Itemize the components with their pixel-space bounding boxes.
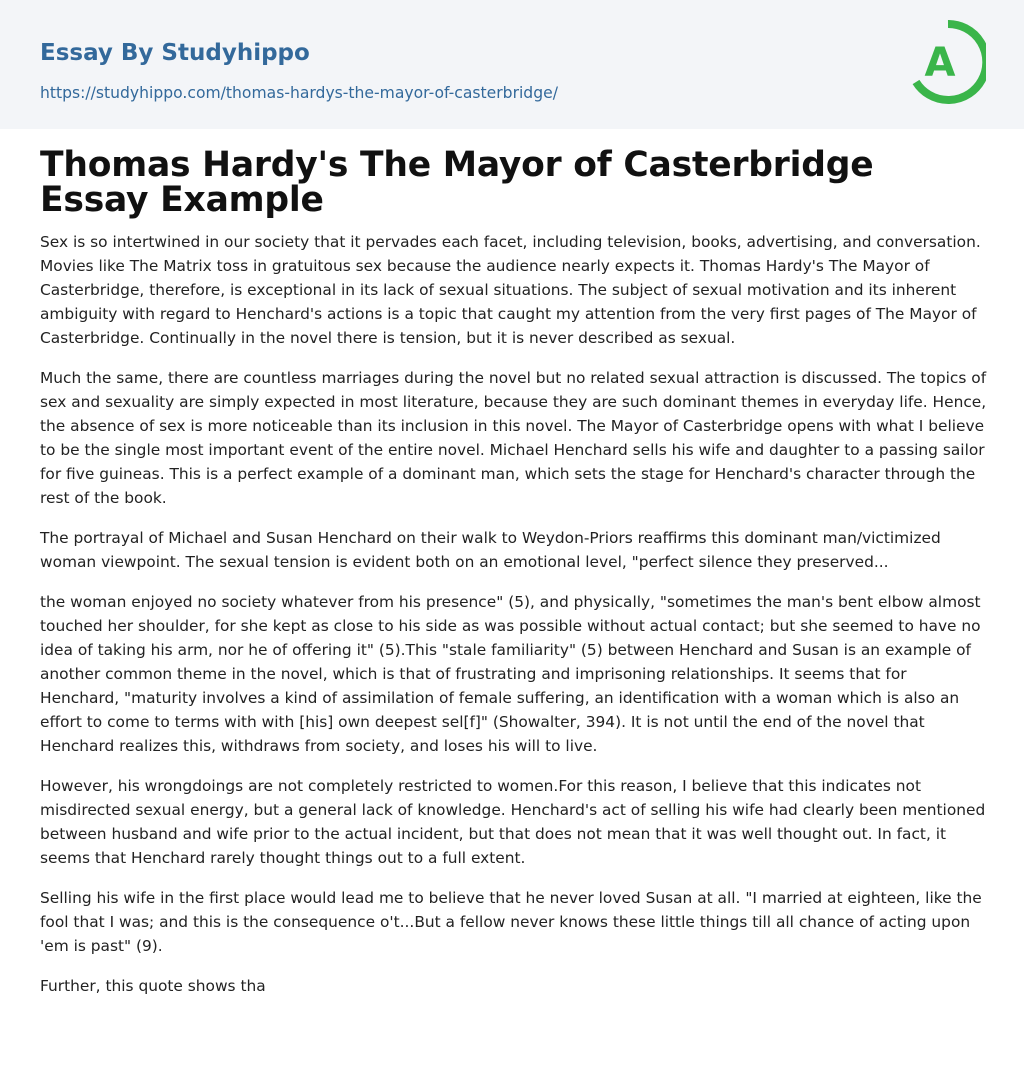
paragraph: Sex is so intertwined in our society that it pervades each facet, including television, books, advertising, and conversation. Movies like The Matrix toss in gratuitous sex because the audience nearly expects it. Thomas Hardy's The Mayor of Casterbridge, therefore, is exceptional in its lack of sexual situations. The subject of sexual motivation and its inherent ambiguity with regard to Henchard's actions is a topic that caught my attention from the very first pages of The Mayor of Casterbridge. Continually in the novel there is tension, but it is never described as sexual. xyxy=(40,233,981,347)
site-brand[interactable]: Essay By Studyhippo xyxy=(40,40,310,66)
essay-url-link[interactable]: https://studyhippo.com/thomas-hardys-the-mayor-of-casterbridge/ xyxy=(40,84,558,102)
paragraph: The portrayal of Michael and Susan Henchard on their walk to Weydon-Priors reaffirms this dominant man/victimized woman viewpoint. The sexual tension is evident both on an emotional level, "perfect silence they preserved... xyxy=(40,529,941,571)
logo-letter: A xyxy=(924,40,956,86)
paragraph: However, his wrongdoings are not completely restricted to women.For this reason, I believe that this indicates not misdirected sexual energy, but a general lack of knowledge. Henchard's act of selling his wife had clearly been mentioned between husband and wife prior to the actual incident, but that does not mean that it was well thought out. In fact, it seems that Henchard rarely thought things out to a full extent. xyxy=(40,777,986,867)
site-header xyxy=(0,0,1024,129)
article xyxy=(40,145,988,1014)
paragraph: Much the same, there are countless marriages during the novel but no related sexual attraction is discussed. The topics of sex and sexuality are simply expected in most literature, because they are such dominant themes in everyday life. Hence, the absence of sex is more noticeable than its inclusion in this novel. The Mayor of Casterbridge opens with what I believe to be the single most important event of the entire novel. Michael Henchard sells his wife and daughter to a passing sailor for five guineas. This is a perfect example of a dominant man, which sets the stage for Henchard's character through the rest of the book. xyxy=(40,369,987,507)
studyhippo-logo-icon[interactable] xyxy=(912,20,986,104)
paragraph: the woman enjoyed no society whatever from his presence" (5), and physically, "sometimes the man's bent elbow almost touched her shoulder, for she kept as close to his side as was possible without actual contact; but she seemed to have no idea of taking his arm, nor he of offering it" (5).This "stale familiarity" (5) between Henchard and Susan is an example of another common theme in the novel, which is that of frustrating and imprisoning relationships. It seems that for Henchard, "maturity involves a kind of assimilation of female suffering, an identification with a woman which is also an effort to come to terms with with [his] own deepest sel[f]" (Showalter, 394). It is not until the end of the novel that Henchard realizes this, withdraws from society, and loses his will to live. xyxy=(40,593,981,755)
paragraph: Selling his wife in the first place would lead me to believe that he never loved Susan at all. "I married at eighteen, like the fool that I was; and this is the consequence o't...But a fellow never knows these little things till all chance of acting upon 'em is past" (9). xyxy=(40,889,982,955)
page-title: Thomas Hardy's The Mayor of Casterbridge Essay Example xyxy=(40,145,874,220)
paragraph: Further, this quote shows tha xyxy=(40,977,266,995)
